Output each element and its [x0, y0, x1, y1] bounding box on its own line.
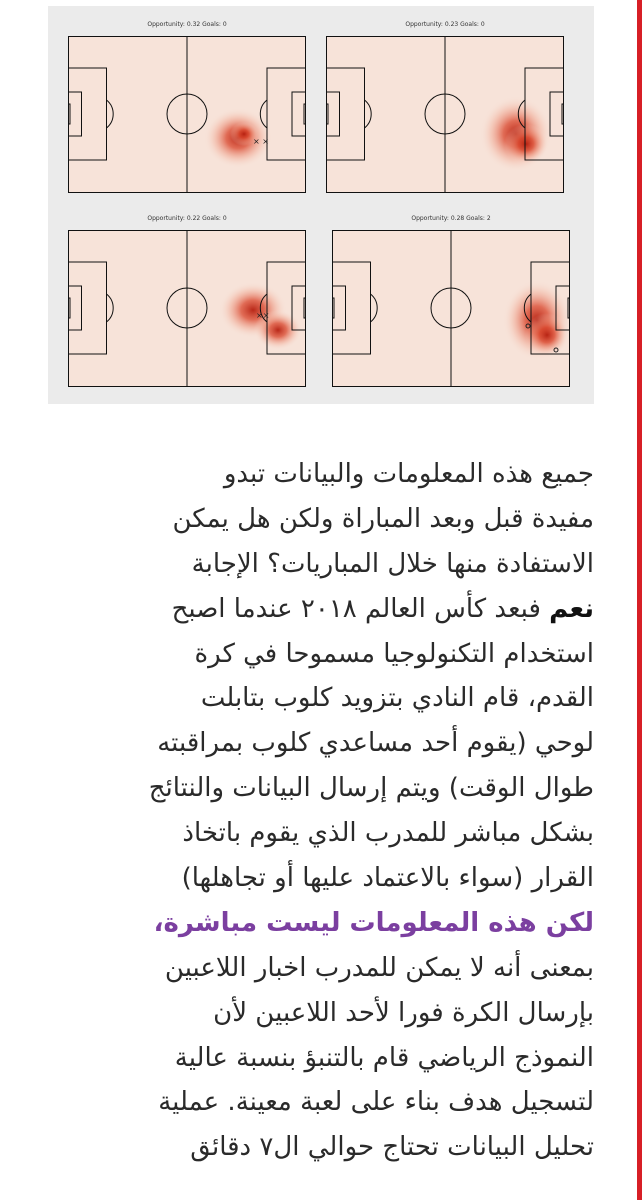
- heatmap-figure: [48, 6, 594, 404]
- pitch: [68, 230, 306, 387]
- pitch-panel-3: [68, 212, 306, 387]
- panel-caption: Opportunity: 0.23 Goals: 0: [405, 21, 485, 28]
- paragraph-line: لتسجيل هدف بناء على لعبة معينة. عملية: [158, 1087, 594, 1118]
- paragraph-line: القرار (سواء بالاعتماد عليها أو تجاهلها): [181, 863, 594, 894]
- paragraph-line: جميع هذه المعلومات والبيانات تبدو: [223, 459, 594, 489]
- paragraph-line: بشكل مباشر للمدرب الذي يقوم باتخاذ: [182, 818, 594, 849]
- shot-marker: ××: [256, 311, 270, 320]
- paragraph-line: [36, 901, 594, 946]
- heat-core: [504, 124, 548, 164]
- answer-emphasis: نعم: [549, 593, 594, 624]
- paragraph-line: مفيدة قبل وبعد المباراة ولكن هل يمكن: [172, 503, 594, 534]
- heat-core: [525, 313, 569, 357]
- paragraph-line: لوحي (يقوم أحد مساعدي كلوب بمراقبته: [157, 728, 594, 759]
- paragraph-line: النموذج الرياضي قام بالتنبؤ بنسبة عالية: [174, 1042, 594, 1073]
- paragraph-line: طوال الوقت) ويتم إرسال البيانات والنتائج: [148, 773, 594, 804]
- panel-caption: Opportunity: 0.28 Goals: 2: [411, 215, 491, 222]
- pitch: [332, 230, 570, 387]
- pitch-panel-1: [68, 18, 306, 193]
- paragraph-text: ،: [153, 907, 164, 938]
- paragraph-line: بإرسال الكرة فورا لأحد اللاعبين لأن: [213, 997, 594, 1028]
- pitch: [326, 36, 564, 193]
- paragraph-line: استخدام التكنولوجيا مسموحا في كرة: [194, 638, 594, 669]
- paragraph-line: [36, 587, 594, 632]
- pitch: [68, 36, 306, 193]
- paragraph-text: فبعد كأس العالم ٢٠١٨ عندما اصبح: [171, 593, 550, 624]
- pitch-panel-4: [332, 212, 570, 387]
- paragraph-line: بمعنى أنه لا يمكن للمدرب اخبار اللاعبين: [164, 952, 594, 983]
- paragraph-line: تحليل البيانات تحتاج حوالي ال٧ دقائق: [190, 1132, 594, 1163]
- panel-caption: Opportunity: 0.32 Goals: 0: [147, 21, 227, 28]
- accent-bar: [637, 0, 642, 1200]
- paragraph-line: القدم، قام النادي بتزويد كلوب بتابلت: [200, 683, 594, 714]
- paragraph-line: الاستفادة منها خلال المباريات؟ الإجابة: [191, 548, 594, 579]
- panel-caption: Opportunity: 0.22 Goals: 0: [147, 215, 227, 222]
- shot-marker: × ×: [253, 137, 269, 146]
- article-body: [36, 452, 594, 1170]
- pitch-panel-2: [326, 18, 564, 193]
- highlight-text: لكن هذه المعلومات ليست مباشرة: [163, 907, 594, 938]
